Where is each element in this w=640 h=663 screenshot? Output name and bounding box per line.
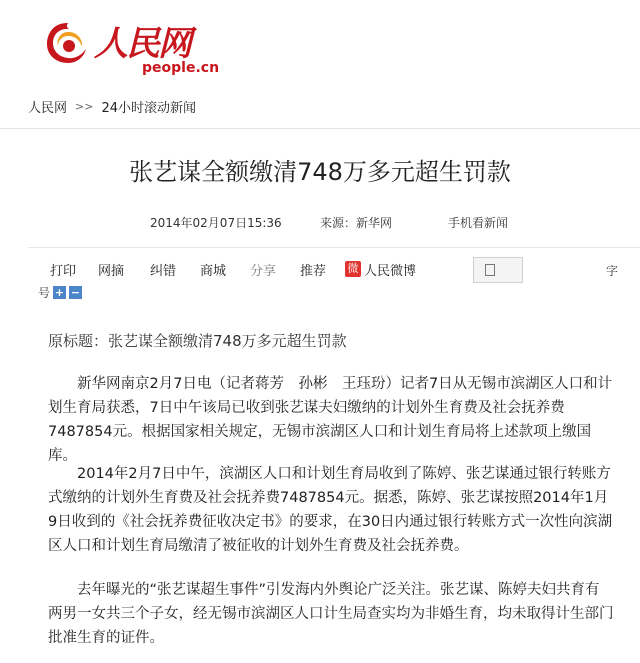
article-source[interactable]: 来源：新华网 bbox=[320, 216, 393, 230]
logo-english-text: people.cn bbox=[142, 60, 220, 76]
logo-chinese-text: 人民网 bbox=[94, 24, 190, 64]
logo-swirl-icon bbox=[44, 20, 90, 66]
people-cn-logo[interactable] bbox=[44, 16, 220, 78]
font-size-label-char2: 号 bbox=[38, 286, 51, 300]
article-paragraph-2: 2014年2月7日中午，滨湖区人口和计划生育局收到了陈婷、张艺谋通过银行转账方式缴纳的计划外生育费及社会抚养费7487854元。据悉，陈婷、张艺谋按照2014年1月9日收到的《社会抚养费征收决定书》的要求，在30日内通过银行转账方式一次性向滨湖区人口和计划生育局缴清了被征收的计划外生育费及社会抚养费。 bbox=[48, 466, 613, 554]
font-size-label-char1: 字 bbox=[606, 264, 619, 278]
print-button[interactable]: 打印 bbox=[50, 264, 77, 279]
breadcrumb-separator: >> bbox=[75, 99, 94, 113]
breadcrumb bbox=[28, 96, 196, 116]
header-divider bbox=[0, 128, 640, 129]
font-decrease-button[interactable]: − bbox=[70, 286, 81, 299]
font-increase-button[interactable]: + bbox=[54, 286, 65, 299]
meta-divider bbox=[28, 247, 640, 248]
web-excerpt-button[interactable]: 网摘 bbox=[98, 264, 125, 279]
original-title: 原标题：张艺谋全额缴清748万多元超生罚款 bbox=[48, 332, 347, 350]
mall-link[interactable]: 商城 bbox=[200, 264, 227, 279]
article-paragraph-3: 去年曝光的“张艺谋超生事件”引发海内外舆论广泛关注。张艺谋、陈婷夫妇共育有两男一女共三个子女，经无锡市滨湖区人口计生局查实均为非婚生育，均未取得计生部门批准生育的证件。 bbox=[48, 582, 614, 646]
qr-icon bbox=[485, 264, 495, 276]
article-paragraph-1: 新华网南京2月7日电（记者蒋芳 孙彬 王珏玢）记者7日从无锡市滨湖区人口和计划生育局获悉，7日中午该局已收到张艺谋夫妇缴纳的计划外生育费及社会抚养费7487854元。根据国家相关规定，无锡市滨湖区人口和计划生育局将上述款项上缴国库。 bbox=[48, 376, 613, 464]
article-title: 张艺谋全额缴清748万多元超生罚款 bbox=[129, 158, 511, 186]
article-meta bbox=[0, 214, 640, 234]
mobile-news-link[interactable]: 手机看新闻 bbox=[448, 216, 509, 230]
site-header bbox=[0, 0, 640, 86]
weibo-icon[interactable]: 微 bbox=[345, 261, 361, 277]
article-datetime: 2014年02月07日15:36 bbox=[150, 216, 282, 230]
recommend-button[interactable]: 推荐 bbox=[300, 264, 327, 279]
breadcrumb-section-link[interactable]: 24小时滚动新闻 bbox=[101, 100, 196, 116]
people-weibo-link[interactable]: 人民微博 bbox=[364, 264, 417, 279]
qr-code-button[interactable] bbox=[473, 257, 523, 283]
breadcrumb-home-link[interactable]: 人民网 bbox=[28, 100, 68, 116]
font-size-control bbox=[38, 284, 82, 301]
report-error-button[interactable]: 纠错 bbox=[150, 264, 177, 279]
share-button[interactable]: 分享 bbox=[250, 264, 277, 279]
